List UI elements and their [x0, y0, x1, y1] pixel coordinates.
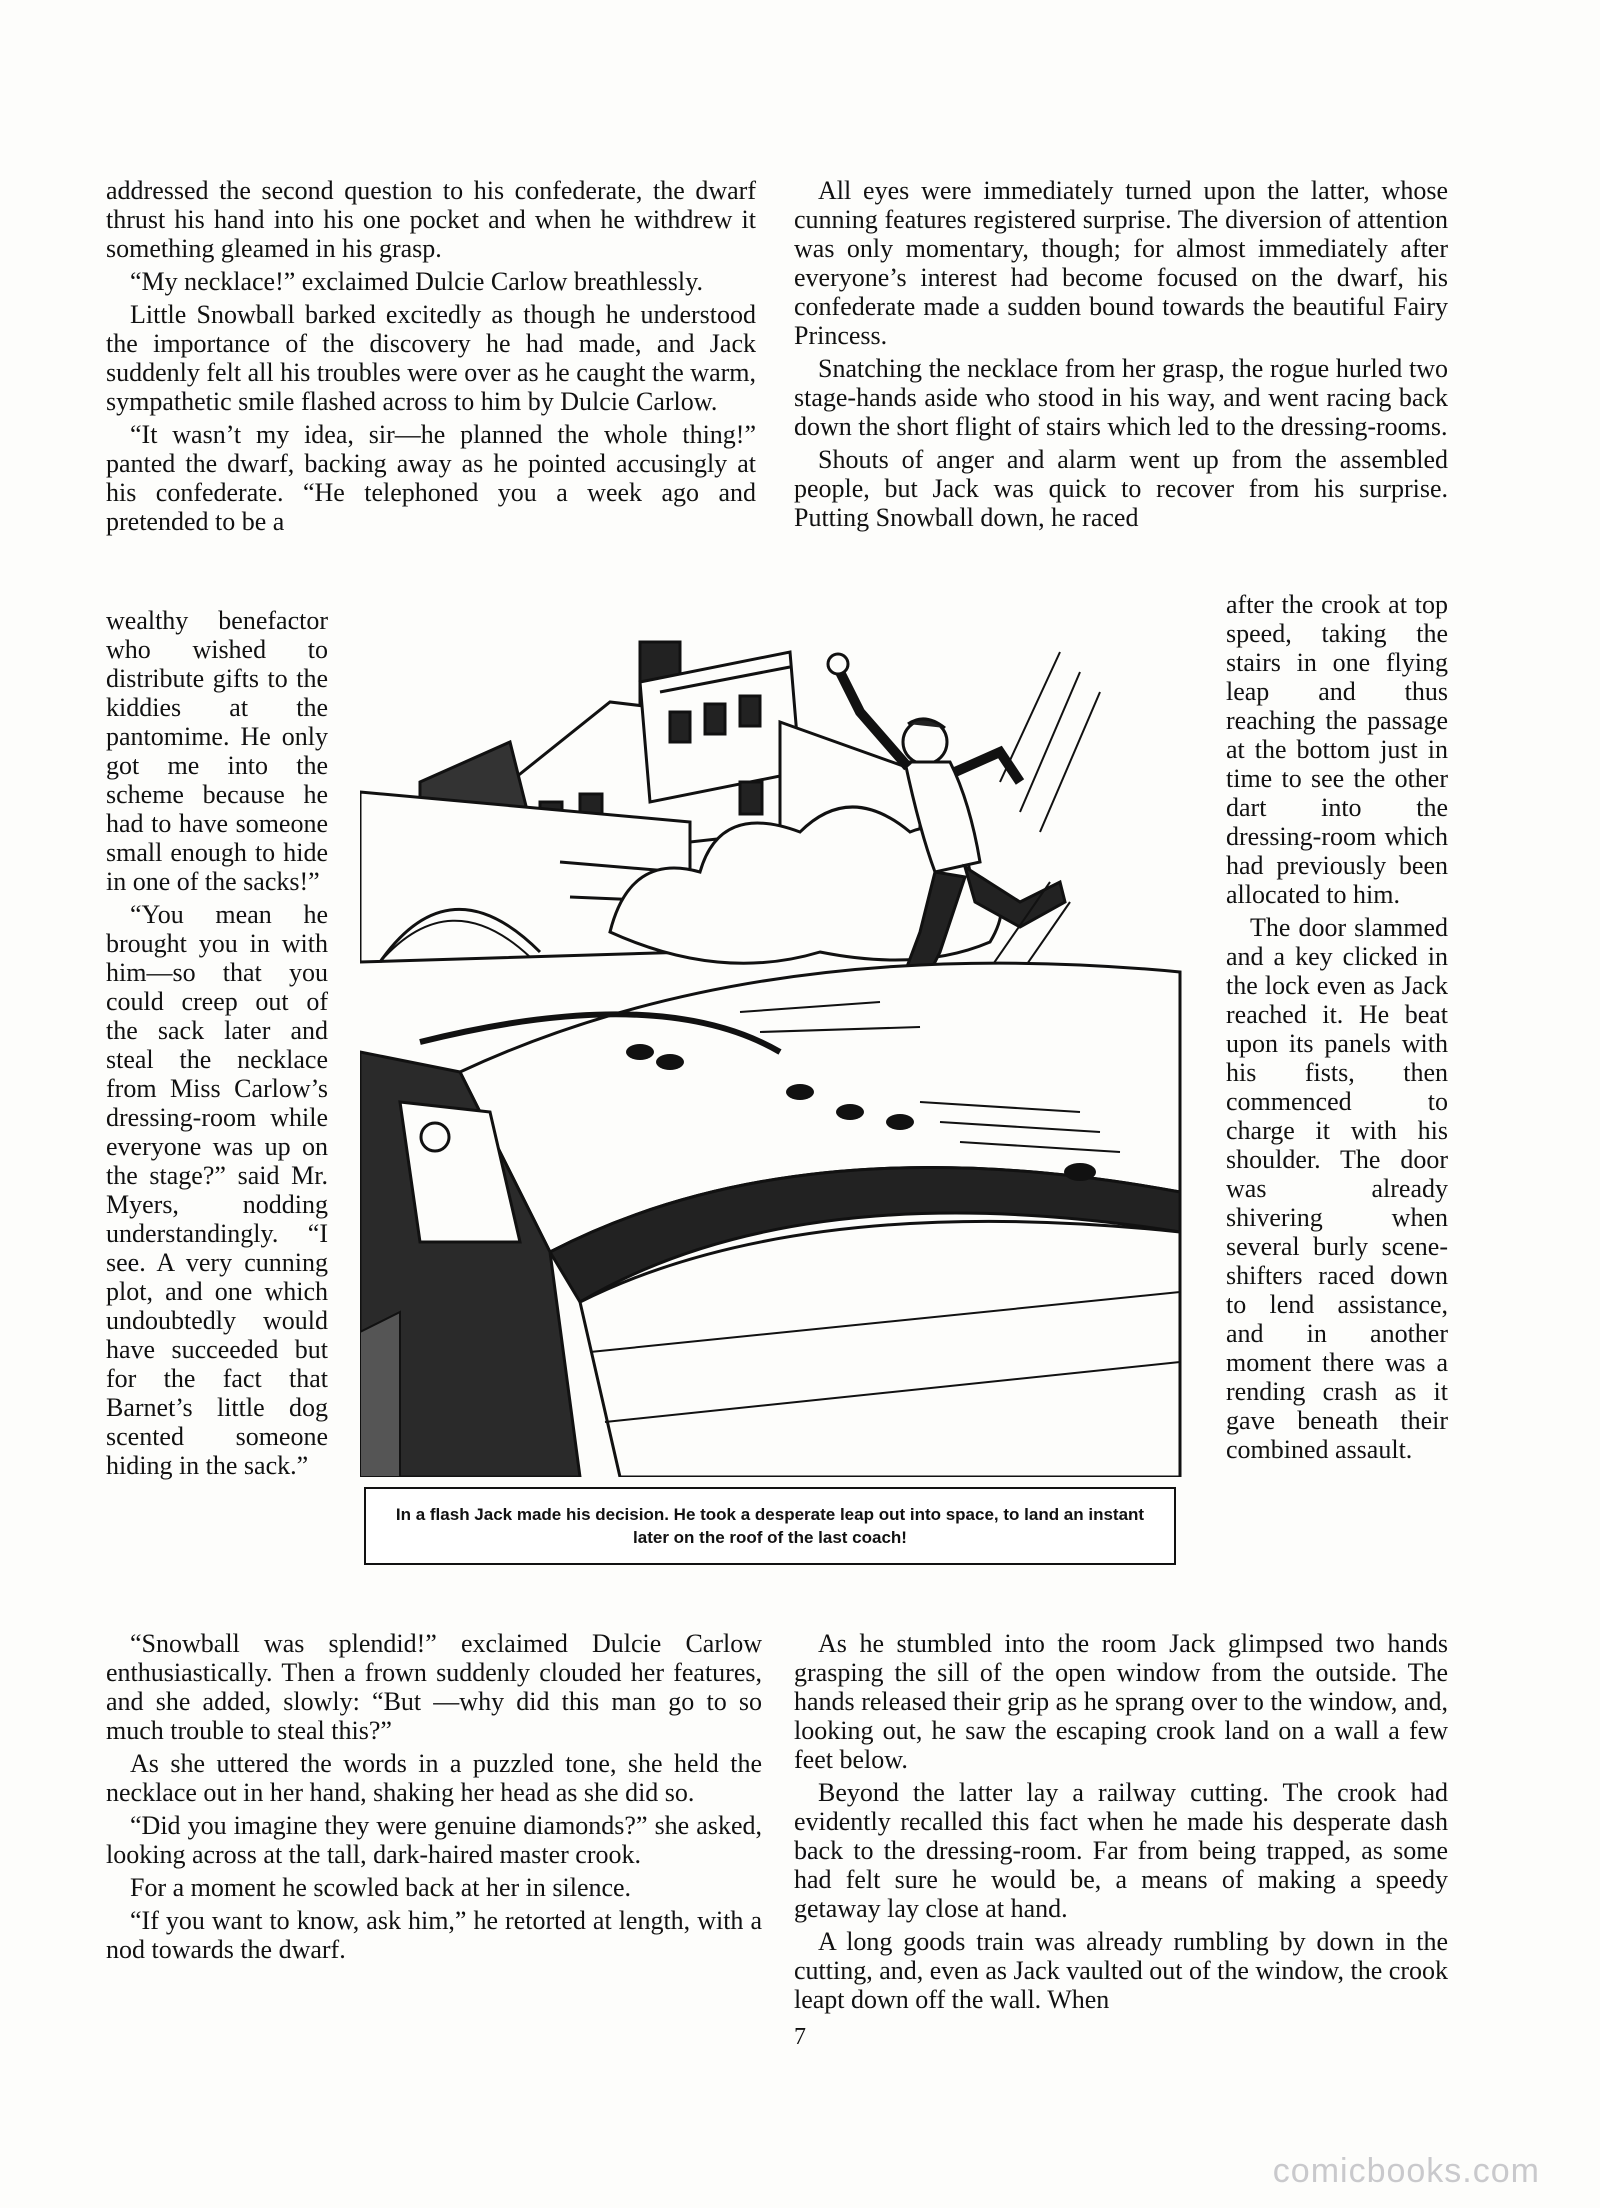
paragraph: Beyond the latter lay a railway cutting. The crook had evidently recalled this fact when he made his desperate dash back to the dressing-room. Far from being trapped, as some had felt sure he would be, a means of making a speedy getaway lay close at hand.: [794, 1778, 1448, 1923]
paragraph: “Snowball was splendid!” exclaimed Dulcie Carlow enthusiastically. Then a frown suddenly clouded her features, and she added, slowly: “But —why did this man go to so much trouble to steal this?”: [106, 1629, 762, 1745]
paragraph: As she uttered the words in a puzzled tone, she held the necklace out in her hand, shaking her head as she did so.: [106, 1749, 762, 1807]
paragraph: “My necklace!” exclaimed Dulcie Carlow breathlessly.: [130, 267, 703, 296]
paragraph: “You mean he brought you in with him—so that you could creep out of the sack later and steal the necklace from Miss Carlow’s dressing-room while everyone was up on the stage?” said Mr. Myers, nodding understandingly. “I see. A very cunning plot, and one which undoubtedly would have succeeded but for the fact that Barnet’s little dog scented someone hiding in the sack.”: [106, 900, 328, 1480]
watermark: comicbooks.com: [1272, 2152, 1540, 2190]
train-leap-illustration: [360, 632, 1200, 1477]
left-column-bottom: [106, 1629, 762, 1968]
paragraph: “Did you imagine they were genuine diamonds?” she asked, looking across at the tall, dark-haired master crook.: [106, 1811, 762, 1869]
paragraph: For a moment he scowled back at her in silence.: [130, 1873, 632, 1902]
paragraph: “It wasn’t my idea, sir—he planned the whole thing!” panted the dwarf, backing away as he pointed accusingly at his confederate. “He telephoned you a week ago and pretended to be a: [106, 420, 756, 536]
paragraph: The door slammed and a key clicked in the lock even as Jack reached it. He beat upon its panels with his fists, then commenced to charge it with his shoulder. The door was already shivering when several burly scene-shifters raced down to lend assistance, and in another moment there was a rending crash as it gave beneath their combined assault.: [1226, 913, 1448, 1464]
right-column-top: [794, 176, 1448, 536]
paragraph: “If you want to know, ask him,” he retorted at length, with a nod towards the dwarf.: [106, 1906, 762, 1964]
paragraph: All eyes were immediately turned upon the latter, whose cunning features registered surprise. The diversion of attention was only momentary, though; for almost immediately after everyone’s interest had become focused on the dwarf, his confederate made a sudden bound towards the beautiful Fairy Princess.: [794, 176, 1448, 350]
paragraph: Shouts of anger and alarm went up from the assembled people, but Jack was quick to recover from his surprise. Putting Snowball down, he raced: [794, 445, 1448, 532]
paragraph: A long goods train was already rumbling by down in the cutting, and, even as Jack vaulted out of the window, the crook leapt down off the wall. When: [794, 1927, 1448, 2014]
right-column-bottom: [794, 1629, 1448, 2018]
right-narrow-column: [1226, 590, 1448, 1468]
paragraph: wealthy benefactor who wished to distribute gifts to the kiddies at the pantomime. He only got me into the scheme because he had to have someone small enough to hide in one of the sacks!”: [106, 606, 328, 896]
left-column-top: [106, 176, 756, 540]
left-narrow-column: [106, 606, 328, 1484]
page-number: 7: [794, 2024, 806, 2050]
paragraph: Little Snowball barked excitedly as though he understood the importance of the discovery he had made, and Jack suddenly felt all his troubles were over as he caught the warm, sympathetic smile flashed across to him by Dulcie Carlow.: [106, 300, 756, 416]
paragraph: after the crook at top speed, taking the stairs in one flying leap and thus reaching the passage at the bottom just in time to see the other dart into the dressing-room which had previously been allocated to him.: [1226, 590, 1448, 909]
illustration-caption: In a flash Jack made his decision. He took a desperate leap out into space, to land an instant later on the roof of the last coach!: [364, 1487, 1176, 1565]
paragraph: Snatching the necklace from her grasp, the rogue hurled two stage-hands aside who stood in his way, and went racing back down the short flight of stairs which led to the dressing-rooms.: [794, 354, 1448, 441]
track-rubble: [360, 1312, 400, 1477]
paragraph: addressed the second question to his confederate, the dwarf thrust his hand into his one pocket and when he withdrew it something gleamed in his grasp.: [106, 176, 756, 263]
paragraph: As he stumbled into the room Jack glimpsed two hands grasping the sill of the open window from the outside. The hands released their grip as he sprang over to the window, and, looking out, he saw the escaping crook land on a wall a few feet below.: [794, 1629, 1448, 1774]
